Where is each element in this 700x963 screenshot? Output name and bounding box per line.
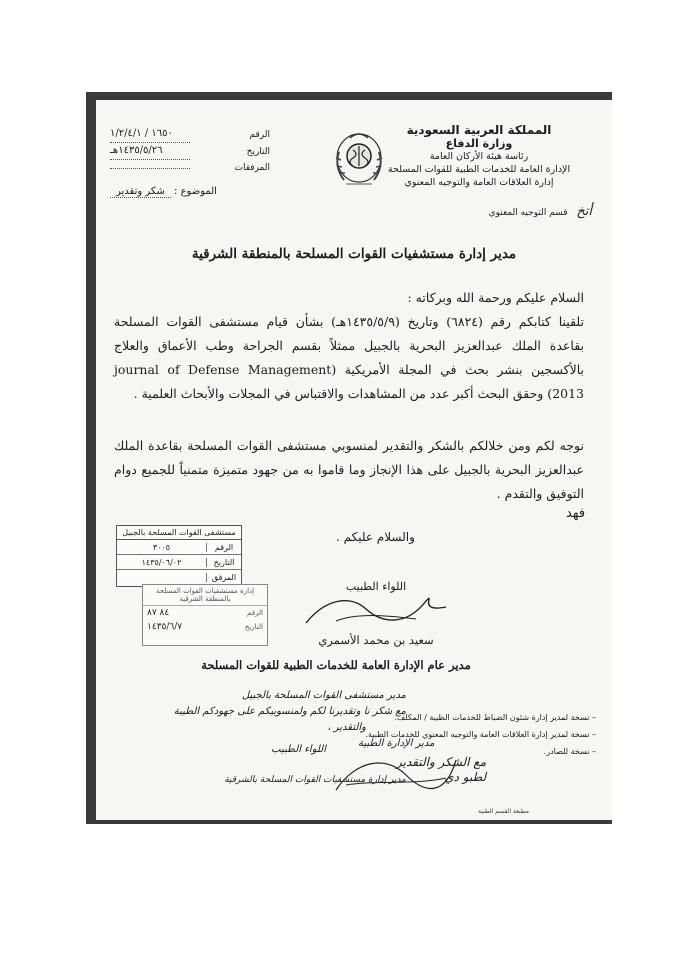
department-name: قسم التوجيه المعنوي [488, 208, 568, 218]
bottom-note-3: مدير الإدارة الطبية [358, 738, 435, 749]
secondary-number-value: ٨٤ ٨٧ [147, 608, 170, 618]
reference-block [110, 126, 270, 176]
directorate-name: الإدارة العامة للخدمات الطبية للقوات المسلحة [387, 164, 571, 175]
body-paragraph-1: تلقينا كتابكم رقم (٦٨٢٤) وتاريخ (١٤٣٥/٥/٩هـ) بشأن قيام مستشفى القوات المسلحة بقاعدة الملك عبدالعزيز البحرية بالجبيل ممثلاً بقسم الجراحة وطب الأعماق والعلاج بالأكسجين بنشر بحث في المجلة الأمريكية (journal of Defense Management 2013) وحقق البحث أكبر عدد من المشاهدات والاقتباس في المجلات والأبحاث العلمية . [114, 314, 585, 401]
incoming-number-label: الرقم [206, 543, 241, 552]
incoming-number-value: ٣٠٠٥ [152, 542, 171, 552]
incoming-stamp [116, 525, 242, 587]
attachments-label: المرفقات [234, 163, 270, 173]
kingdom-name: المملكة العربية السعودية [406, 123, 552, 137]
incoming-stamp-heading: مستشفى القوات المسلحة بالجبيل [117, 526, 241, 540]
incoming-date-value: ١٤٣٥/٠٦/٠٢ [141, 557, 182, 567]
date-value: ١٤٣٥/٥/٢٦هـ [110, 143, 190, 160]
secondary-date-value: ١٤٣٥/٦/٧ [147, 622, 183, 632]
secondary-number-label: الرقم [247, 609, 263, 617]
signature-block [276, 580, 476, 647]
copy-item: – نسخة لمدير إدارة شئون الضباط للخدمات الطبية / المكلف. [394, 713, 596, 722]
closing: والسلام عليكم . [336, 530, 415, 544]
referral-sign-position: مدير إدارة مستشفيات القوات المسلحة بالشرقية [224, 775, 406, 785]
signatory-name: سعيد بن محمد الأسمري [318, 633, 434, 647]
incoming-date-label: التاريخ [206, 558, 241, 567]
number-value: ١٦٥٠ / ١/٢/٤/١ [110, 126, 190, 143]
copy-item: – نسخة لمدير إدارة العلاقات العامة والتوجيه المعنوي للخدمات الطبية. [365, 730, 596, 739]
secondary-date-label: التاريخ [244, 623, 263, 631]
bottom-note-2: لطبو دي [444, 770, 487, 784]
secondary-stamp [142, 584, 268, 646]
body-paragraph-2: نوجه لكم ومن خلالكم بالشكر والتقدير لمنسوبي مستشفى القوات المسلحة بقاعدة الملك عبدالعزيز البحرية بالجبيل على هذا الإنجاز وما قاموا به من جهود متميزة متمنياً للجميع دوام التوفيق والتقدم . [114, 438, 584, 501]
secondary-stamp-heading: إدارة مستشفيات القوات المسلحة بالمنطقة الشرقية [143, 585, 267, 606]
copy-item: – نسخة للصادر. [543, 747, 596, 756]
addressee-title: مدير إدارة مستشفيات القوات المسلحة بالمنطقة الشرقية [191, 246, 517, 262]
ministry-name: وزارة الدفاع [445, 137, 513, 150]
referral-line-3: والتقدير ، [327, 722, 366, 733]
presidency-name: رئاسة هيئة الأركان العامة [429, 151, 529, 162]
referral-sign-rank: اللواء الطبيب [271, 744, 326, 755]
pr-admin-name: إدارة العلاقات العامة والتوجيه المعنوي [404, 177, 554, 188]
signatory-position: مدير عام الإدارة العامة للخدمات الطبية للقوات المسلحة [201, 658, 471, 672]
bottom-signature-scribble-icon [326, 740, 466, 800]
incoming-attachments-label: المرفق [206, 573, 241, 582]
salutation: السلام عليكم ورحمة الله وبركاته : [407, 290, 584, 305]
letter-page [96, 100, 612, 820]
subject-label: الموضوع : [174, 186, 217, 197]
date-label: التاريخ [246, 146, 270, 157]
referral-line-1: مدير مستشفى القوات المسلحة بالجبيل [241, 690, 406, 701]
signature-scribble-icon [296, 593, 456, 629]
attachments-value [110, 168, 190, 169]
signatory-rank: اللواء الطبيب [345, 580, 407, 593]
department-line [489, 204, 592, 219]
footer-stamp: مطبعة القسم الطبية [478, 808, 530, 815]
margin-note: أتخ [576, 204, 592, 219]
subject-line [110, 186, 217, 197]
letterhead-right [364, 124, 594, 189]
side-initials: فهد [566, 506, 586, 521]
referral-line-2: مع شكر نا وتقديرنا لكم ولمنسوبيكم على جهودكم الطيبة [173, 706, 406, 717]
number-label: الرقم [249, 129, 270, 140]
bottom-note-1: مع الشكر والتقدير [396, 755, 487, 769]
subject-value: شكر وتقدير [110, 186, 171, 198]
military-medical-emblem-icon [324, 122, 394, 192]
